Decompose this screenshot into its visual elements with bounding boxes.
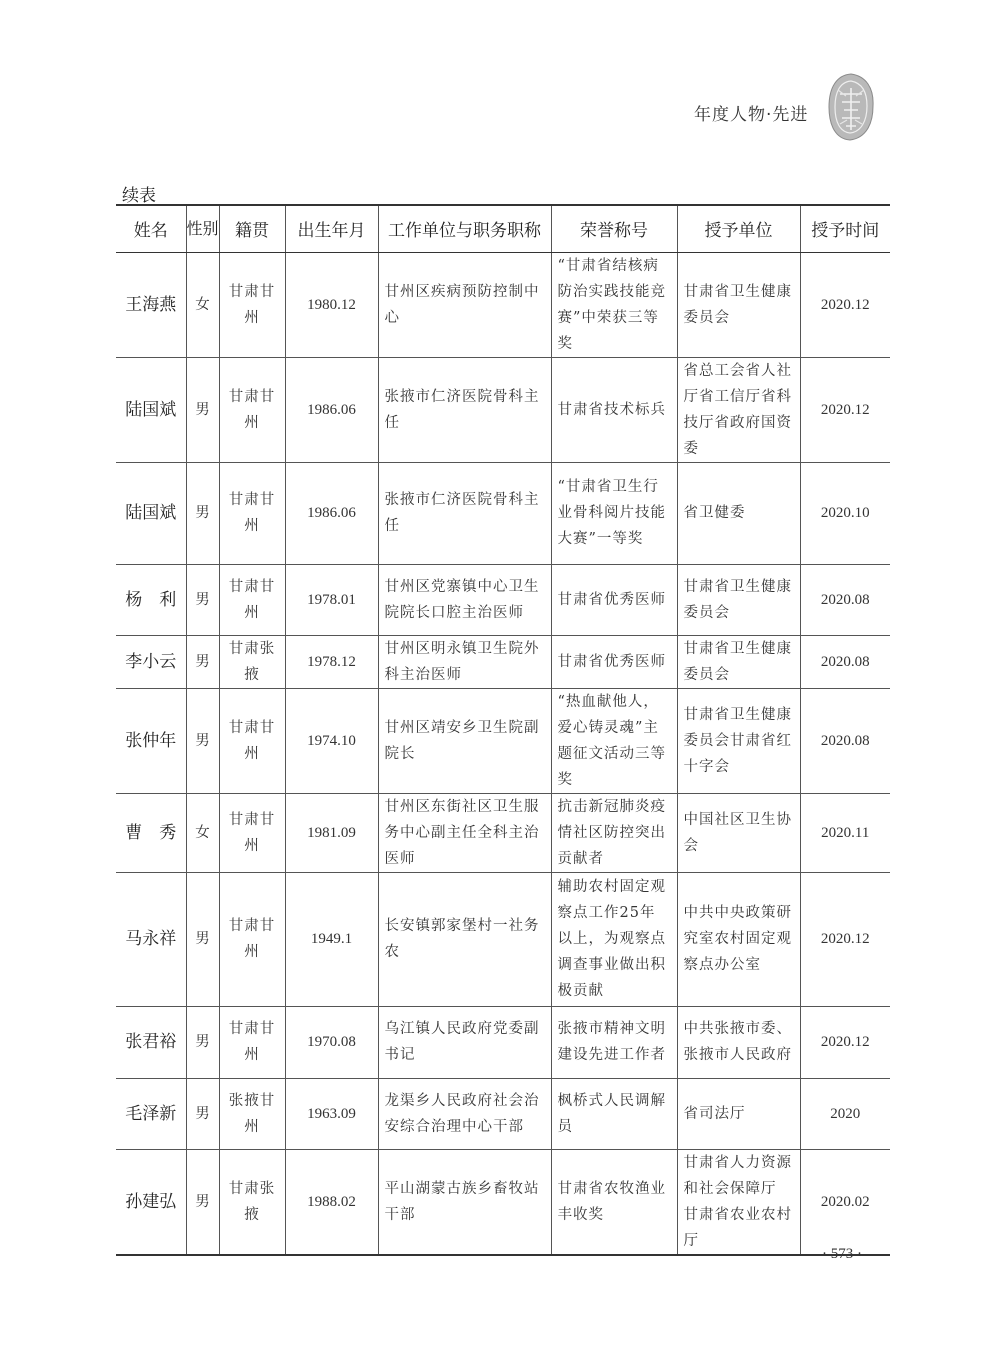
cell-date: 2020.02: [800, 1149, 890, 1255]
cell-date: 2020: [800, 1078, 890, 1149]
cell-origin: 张掖甘州: [219, 1078, 285, 1149]
cell-workplace: 甘州区靖安乡卫生院副院长: [378, 688, 551, 793]
cell-workplace: 乌江镇人民政府党委副书记: [378, 1006, 551, 1078]
column-header-honor: 荣誉称号: [551, 205, 677, 252]
column-header-birth: 出生年月: [285, 205, 378, 252]
cell-workplace: 甘州区疾病预防控制中心: [378, 252, 551, 357]
column-header-origin: 籍贯: [219, 205, 285, 252]
table-row: [116, 462, 890, 564]
table-row: [116, 252, 890, 357]
cell-date: 2020.12: [800, 872, 890, 1006]
cell-name: 马永祥: [116, 872, 186, 1006]
cell-grantor: 甘肃省卫生健康委员会甘肃省红十字会: [677, 688, 800, 793]
cell-workplace: 张掖市仁济医院骨科主任: [378, 462, 551, 564]
cell-birth: 1981.09: [285, 793, 378, 872]
table-row: [116, 1149, 890, 1255]
cell-grantor: 甘肃省人力资源和社会保障厅 甘肃省农业农村厅: [677, 1149, 800, 1255]
cell-honor: 甘肃省优秀医师: [551, 635, 677, 688]
column-header-gender: 性别: [186, 205, 219, 252]
cell-honor: 张掖市精神文明建设先进工作者: [551, 1006, 677, 1078]
cell-origin: 甘肃甘州: [219, 462, 285, 564]
cell-honor: “甘肃省结核病防治实践技能竞赛”中荣获三等奖: [551, 252, 677, 357]
table-row: [116, 1078, 890, 1149]
cell-birth: 1988.02: [285, 1149, 378, 1255]
cell-name: 王海燕: [116, 252, 186, 357]
cell-origin: 甘肃甘州: [219, 564, 285, 635]
cell-name: 毛泽新: [116, 1078, 186, 1149]
cell-gender: 男: [186, 688, 219, 793]
cell-birth: 1949.1: [285, 872, 378, 1006]
cell-workplace: 长安镇郭家堡村一社务农: [378, 872, 551, 1006]
cell-gender: 男: [186, 1006, 219, 1078]
cell-grantor: 省总工会省人社厅省工信厅省科技厅省政府国资委: [677, 357, 800, 462]
cell-workplace: 甘州区明永镇卫生院外科主治医师: [378, 635, 551, 688]
table-caption: 续表: [122, 186, 156, 206]
cell-origin: 甘肃张掖: [219, 635, 285, 688]
cell-birth: 1963.09: [285, 1078, 378, 1149]
cell-gender: 男: [186, 1149, 219, 1255]
section-title: 年度人物·先进: [694, 105, 809, 125]
cell-grantor: 省司法厅: [677, 1078, 800, 1149]
cell-workplace: 甘州区东街社区卫生服务中心副主任全科主治医师: [378, 793, 551, 872]
cell-date: 2020.12: [800, 252, 890, 357]
table-row: [116, 688, 890, 793]
column-header-grantor: 授予单位: [677, 205, 800, 252]
table-row: [116, 872, 890, 1006]
cell-workplace: 龙渠乡人民政府社会治安综合治理中心干部: [378, 1078, 551, 1149]
cell-workplace: 平山湖蒙古族乡畜牧站干部: [378, 1149, 551, 1255]
cell-name: 张君裕: [116, 1006, 186, 1078]
cell-honor: 甘肃省优秀医师: [551, 564, 677, 635]
cell-name: 张仲年: [116, 688, 186, 793]
cell-origin: 甘肃甘州: [219, 872, 285, 1006]
cell-gender: 男: [186, 872, 219, 1006]
column-header-date: 授予时间: [800, 205, 890, 252]
cell-honor: “热血献他人，爱心铸灵魂”主题征文活动三等奖: [551, 688, 677, 793]
cell-gender: 男: [186, 1078, 219, 1149]
cell-origin: 甘肃甘州: [219, 793, 285, 872]
cell-grantor: 中国社区卫生协会: [677, 793, 800, 872]
cell-honor: 甘肃省农牧渔业丰收奖: [551, 1149, 677, 1255]
cell-honor: “甘肃省卫生行业骨科阅片技能大赛”一等奖: [551, 462, 677, 564]
cell-grantor: 省卫健委: [677, 462, 800, 564]
cell-name: 陆国斌: [116, 462, 186, 564]
cell-birth: 1970.08: [285, 1006, 378, 1078]
cell-birth: 1986.06: [285, 357, 378, 462]
cell-grantor: 甘肃省卫生健康委员会: [677, 252, 800, 357]
cell-gender: 男: [186, 462, 219, 564]
table-header-row: [116, 205, 890, 252]
cell-honor: 辅助农村固定观察点工作25年以上，为观察点调查事业做出积极贡献: [551, 872, 677, 1006]
cell-grantor: 中共张掖市委、张掖市人民政府: [677, 1006, 800, 1078]
cell-date: 2020.12: [800, 357, 890, 462]
table-row: [116, 564, 890, 635]
cell-date: 2020.12: [800, 1006, 890, 1078]
cell-grantor: 甘肃省卫生健康委员会: [677, 564, 800, 635]
cell-date: 2020.10: [800, 462, 890, 564]
cell-origin: 甘肃甘州: [219, 1006, 285, 1078]
table-row: [116, 1006, 890, 1078]
cell-birth: 1978.12: [285, 635, 378, 688]
cell-name: 陆国斌: [116, 357, 186, 462]
cell-date: 2020.08: [800, 635, 890, 688]
table-row: [116, 357, 890, 462]
table-body: [116, 252, 890, 1255]
cell-birth: 1978.01: [285, 564, 378, 635]
cell-name: 李小云: [116, 635, 186, 688]
cell-gender: 男: [186, 564, 219, 635]
table-row: [116, 793, 890, 872]
cell-birth: 1986.06: [285, 462, 378, 564]
cell-name: 杨 利: [116, 564, 186, 635]
cell-birth: 1980.12: [285, 252, 378, 357]
cell-honor: 抗击新冠肺炎疫情社区防控突出贡献者: [551, 793, 677, 872]
cell-origin: 甘肃甘州: [219, 688, 285, 793]
cell-origin: 甘肃甘州: [219, 252, 285, 357]
cell-origin: 甘肃张掖: [219, 1149, 285, 1255]
cell-honor: 甘肃省技术标兵: [551, 357, 677, 462]
cell-gender: 男: [186, 635, 219, 688]
cell-date: 2020.11: [800, 793, 890, 872]
cell-date: 2020.08: [800, 564, 890, 635]
cell-name: 孙建弘: [116, 1149, 186, 1255]
table-row: [116, 635, 890, 688]
cell-name: 曹 秀: [116, 793, 186, 872]
cell-gender: 男: [186, 357, 219, 462]
cell-origin: 甘肃甘州: [219, 357, 285, 462]
cell-honor: 枫桥式人民调解员: [551, 1078, 677, 1149]
cell-gender: 女: [186, 793, 219, 872]
cell-workplace: 张掖市仁济医院骨科主任: [378, 357, 551, 462]
column-header-workplace: 工作单位与职务职称: [378, 205, 551, 252]
cell-grantor: 甘肃省卫生健康委员会: [677, 635, 800, 688]
page-number: · 573 ·: [822, 1246, 862, 1262]
decorative-seal-icon: [826, 72, 876, 142]
cell-date: 2020.08: [800, 688, 890, 793]
cell-gender: 女: [186, 252, 219, 357]
honors-table: [116, 204, 890, 1256]
cell-workplace: 甘州区党寨镇中心卫生院院长口腔主治医师: [378, 564, 551, 635]
cell-birth: 1974.10: [285, 688, 378, 793]
column-header-name: 姓名: [116, 205, 186, 252]
cell-grantor: 中共中央政策研究室农村固定观察点办公室: [677, 872, 800, 1006]
